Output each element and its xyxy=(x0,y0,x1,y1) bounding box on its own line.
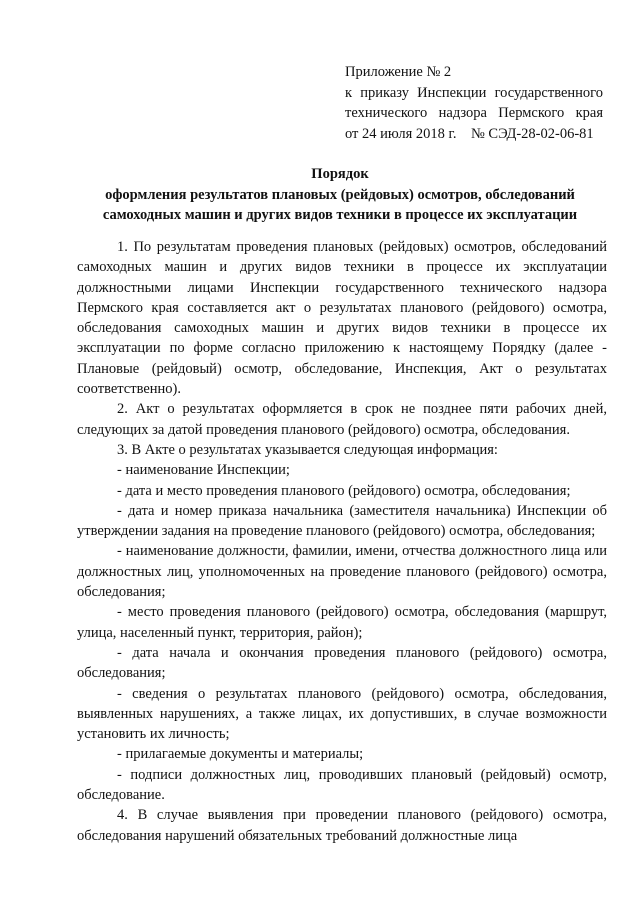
appendix-number: Приложение № 2 xyxy=(345,64,452,80)
list-item-attachments: - прилагаемые документы и материалы; xyxy=(117,746,364,763)
paragraph-4: 4. В случае выявления при проведении планового (рейдового) осмотра, обследования нарушений обязательных требований должностные лица xyxy=(77,807,607,844)
list-item-date-place: - дата и место проведения планового (рейдового) осмотра, обследования; xyxy=(117,482,571,499)
list-item-order-date-number: - дата и номер приказа начальника (заместителя начальника) Инспекции об утверждении задания на проведение планового (рейдового) осмотра, обследования; xyxy=(77,502,607,540)
title-subheading-line1: оформления результатов плановых (рейдовых) осмотров, обследований xyxy=(105,186,575,203)
list-item-start-end-date: - дата начала и окончания проведения планового (рейдового) осмотра, обследования; xyxy=(77,644,607,682)
list-item-inspection-name: - наименование Инспекции; xyxy=(117,462,290,479)
title-heading: Порядок xyxy=(311,166,369,182)
paragraph-2: 2. Акт о результатах оформляется в срок не позднее пяти рабочих дней, следующих за датой проведения планового (рейдового) осмотра, обследования. xyxy=(77,401,607,438)
list-item-location: - место проведения планового (рейдового) осмотра, обследования (маршрут, улица, населенный пункт, территория, район); xyxy=(77,604,607,641)
appendix-date-number: от 24 июля 2018 г. № СЭД-28-02-06-81 xyxy=(345,125,594,142)
appendix-organization: технического надзора Пермского края xyxy=(345,105,603,121)
list-item-officials: - наименование должности, фамилии, имени, отчества должностного лица или должностных лиц, уполномоченных на проведение планового (рейдового) осмотра, обследования; xyxy=(77,543,607,601)
appendix-order-ref: к приказу Инспекции государственного xyxy=(345,84,603,101)
appendix-header xyxy=(345,62,603,144)
paragraph-3: 3. В Акте о результатах указывается следующая информация: xyxy=(117,441,498,458)
list-item-signatures: - подписи должностных лиц, проводивших плановый (рейдовый) осмотр, обследование. xyxy=(77,766,607,804)
list-item-results: - сведения о результатах планового (рейдового) осмотра, обследования, выявленных нарушениях, а также лицах, их допустивших, в случае возможности установить их личность; xyxy=(77,685,607,743)
paragraph-1: 1. По результатам проведения плановых (рейдовых) осмотров, обследований самоходных машин и других видов техники в процессе их эксплуатации должностными лицами Инспекции государственного технического надзора Пермского края составляется акт о результатах планового (рейдового) осмотра, обследования самоходных машин и других видов техники в процессе их эксплуатации по форме согласно приложению к настоящему Порядку (далее - Плановые (рейдовый) осмотр, обследование, Инспекция, Акт о результатах соответственно). xyxy=(77,239,607,398)
document-body xyxy=(77,237,607,846)
document-title xyxy=(60,164,620,226)
title-subheading-line2: самоходных машин и других видов техники в процессе их эксплуатации xyxy=(102,207,578,223)
